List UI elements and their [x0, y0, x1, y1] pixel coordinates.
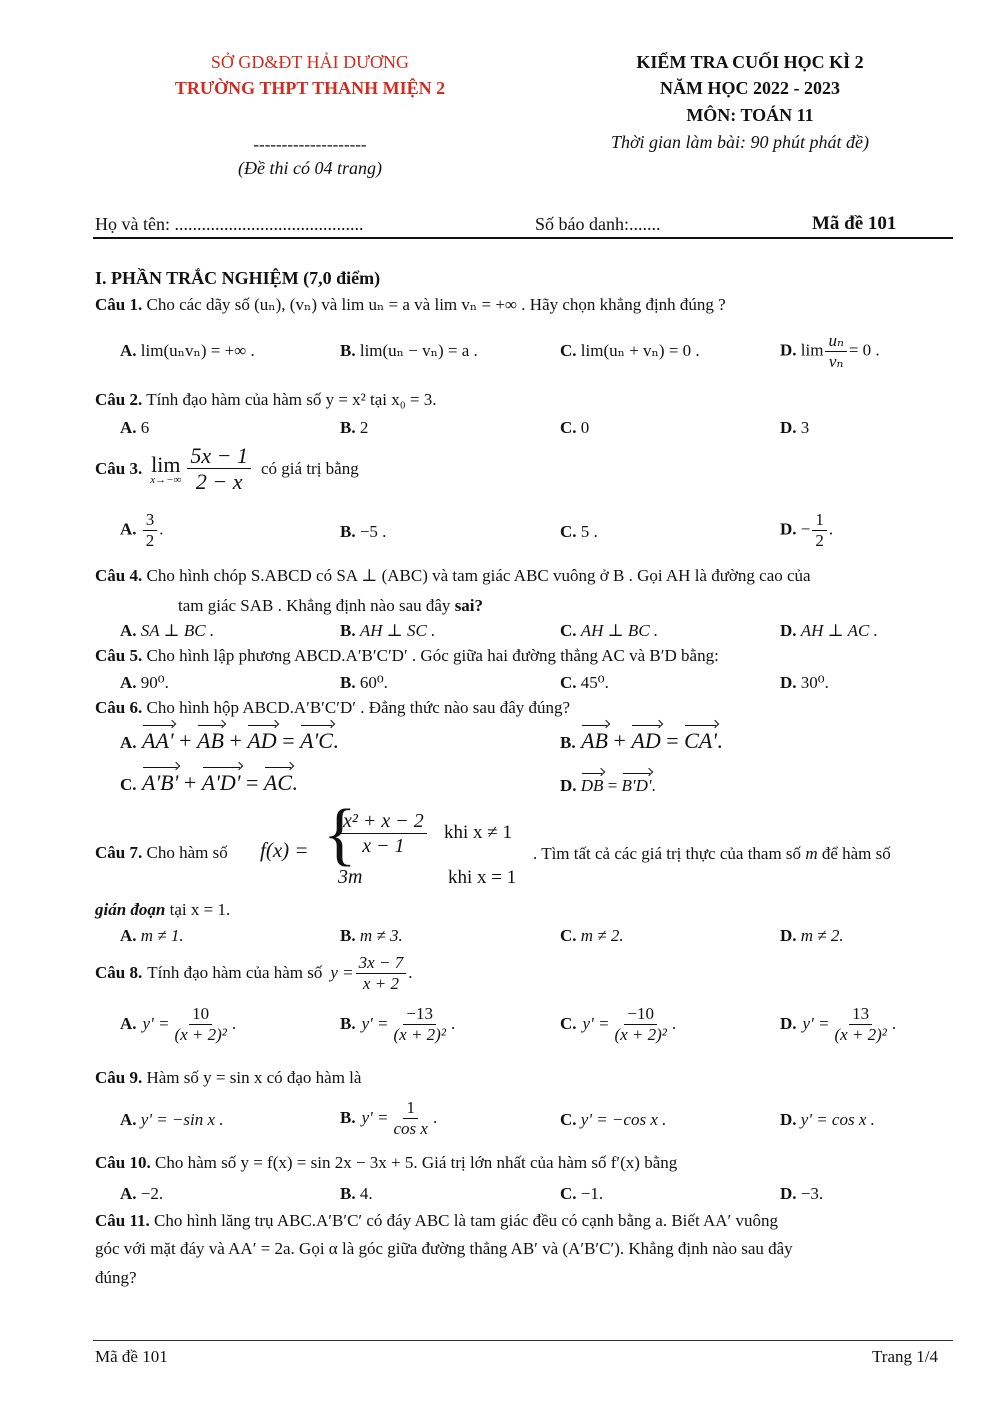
q9-option-a[interactable]: A. y' = −sin x . — [120, 1110, 224, 1129]
question-11-line-3: đúng? — [95, 1268, 137, 1287]
question-9: Câu 9. Hàm số y = sin x có đạo hàm là — [95, 1068, 362, 1087]
q6-option-a[interactable]: A. AA' + AB + AD = A'C. — [120, 728, 339, 753]
q8-option-d[interactable]: D. y' = $\frac{13}{\text{(x + 2)²}}$ . — [780, 1004, 897, 1044]
q5-option-a[interactable]: A. 90⁰. — [120, 673, 169, 692]
q7-condition-2: khi x = 1 — [448, 867, 517, 888]
q1-option-a[interactable]: A. lim(uₙvₙ) = +∞ . — [120, 341, 255, 360]
q1-option-b[interactable]: B. lim(uₙ − vₙ) = a . — [340, 341, 478, 360]
q7-case-2: 3m — [338, 866, 363, 888]
q2-option-a[interactable]: A. 6 — [120, 418, 150, 437]
question-11: Câu 11. Cho hình lăng trụ ABC.A′B′C′ có đáy ABC là tam giác đều có cạnh bằng a. Biết AA′ vuông — [95, 1211, 779, 1230]
q7-function-name: f(x) = — [260, 838, 309, 862]
section-title: I. PHẦN TRẮC NGHIỆM (7,0 điểm) — [95, 268, 381, 288]
question-2: Câu 2. Tính đạo hàm của hàm số y = x² tại x₀ = 3. — [95, 390, 437, 409]
footer-page-number: Trang 1/4 — [872, 1347, 938, 1366]
q3-option-d[interactable]: D. − $\frac{1}{2}$ . — [780, 510, 834, 550]
q7-brace: { — [323, 796, 357, 873]
q6-option-c[interactable]: C. A'B' + A'D' = AC. — [120, 770, 298, 795]
q3-option-c[interactable]: C. 5 . — [560, 522, 598, 541]
q3-option-a[interactable]: A. $\frac{3}{2}$ . — [120, 510, 164, 550]
header-dashes: -------------------- — [253, 135, 367, 154]
q5-option-b[interactable]: B. 60⁰. — [340, 673, 388, 692]
question-4-line-2: tam giác SAB . Khẳng định nào sau đây sai? — [178, 596, 484, 615]
header-divider — [93, 237, 953, 239]
question-text: Cho các dãy số (uₙ), (vₙ) và lim uₙ = a và lim vₙ = +∞ . Hãy chọn khẳng định đúng ? — [146, 295, 726, 314]
q7-option-d[interactable]: D. m ≠ 2. — [780, 926, 844, 945]
q9-option-c[interactable]: C. y' = −cos x . — [560, 1110, 667, 1129]
q1-option-d[interactable]: D. lim $\frac{\text{uₙ}}{\text{vₙ}}$ = 0 . — [780, 331, 880, 371]
question-7: Câu 7. Cho hàm số — [95, 843, 228, 862]
q9-option-d[interactable]: D. y' = cos x . — [780, 1110, 875, 1129]
question-11-line-2: góc với mặt đáy và AA′ = 2a. Gọi α là góc giữa đường thẳng AB′ và (A′B′C′). Khẳng định nào sau đây — [95, 1239, 793, 1258]
student-id-field: Số báo danh:....... — [535, 214, 661, 234]
question-label: Câu 1. — [95, 295, 143, 314]
footer-divider — [93, 1340, 953, 1341]
q8-option-a[interactable]: A. y' = $\frac{10}{\text{(x + 2)²}}$ . — [120, 1004, 237, 1044]
school-year: NĂM HỌC 2022 - 2023 — [660, 78, 840, 98]
q4-option-c[interactable]: C. AH ⊥ BC . — [560, 621, 659, 640]
q7-option-a[interactable]: A. m ≠ 1. — [120, 926, 184, 945]
question-6: Câu 6. Cho hình hộp ABCD.A′B′C′D′ . Đẳng thức nào sau đây đúng? — [95, 698, 571, 717]
q6-option-b[interactable]: B. AB + AD = CA'. — [560, 728, 723, 753]
question-10: Câu 10. Cho hàm số y = f(x) = sin 2x − 3x + 5. Giá trị lớn nhất của hàm số f′(x) bằng — [95, 1153, 678, 1172]
question-8: Câu 8. Tính đạo hàm của hàm số y = $\frac{3x - 7}{x + 2}$ . — [95, 953, 413, 993]
q6-option-d[interactable]: D. DB = B'D'. — [560, 776, 656, 795]
question-3: Câu 3. lim x→−∞ $\frac{5x - 1}{2 - x}$ có giá trị bằng — [95, 443, 359, 495]
q9-option-b[interactable]: B. y' = $\frac{1}{\text{cos x}}$ . — [340, 1098, 438, 1138]
q5-option-c[interactable]: C. 45⁰. — [560, 673, 609, 692]
question-7-line-2: gián đoạn tại x = 1. — [95, 900, 231, 919]
question-4: Câu 4. Cho hình chóp S.ABCD có SA ⊥ (ABC) và tam giác ABC vuông ở B . Gọi AH là đường cao của — [95, 566, 811, 585]
exam-time: Thời gian làm bài: 90 phút phát đề) — [610, 132, 870, 152]
question-5: Câu 5. Cho hình lập phương ABCD.A′B′C′D′ . Góc giữa hai đường thẳng AC và B′D bằng: — [95, 646, 719, 665]
q7-condition-1: khi x ≠ 1 — [444, 822, 512, 843]
q4-option-a[interactable]: A. SA ⊥ BC . — [120, 621, 215, 640]
q10-option-c[interactable]: C. −1. — [560, 1184, 604, 1203]
q10-option-a[interactable]: A. −2. — [120, 1184, 164, 1203]
q4-option-d[interactable]: D. AH ⊥ AC . — [780, 621, 878, 640]
student-name-field: Họ và tên: .......................................... — [95, 214, 364, 234]
q4-option-b[interactable]: B. AH ⊥ SC . — [340, 621, 436, 640]
exam-title: KIỂM TRA CUỐI HỌC KÌ 2 — [636, 52, 864, 72]
q5-option-d[interactable]: D. 30⁰. — [780, 673, 829, 692]
q2-option-b[interactable]: B. 2 — [340, 418, 369, 437]
question-1 — [95, 295, 726, 315]
q2-option-d[interactable]: D. 3 — [780, 418, 810, 437]
pages-note: (Đề thi có 04 trang) — [238, 158, 382, 178]
q7-option-c[interactable]: C. m ≠ 2. — [560, 926, 624, 945]
q10-option-b[interactable]: B. 4. — [340, 1184, 373, 1203]
footer-exam-code: Mã đề 101 — [95, 1347, 168, 1366]
q3-option-b[interactable]: B. −5 . — [340, 522, 387, 541]
school-name: TRƯỜNG THPT THANH MIỆN 2 — [174, 78, 446, 98]
exam-code: Mã đề 101 — [812, 213, 897, 234]
q2-option-c[interactable]: C. 0 — [560, 418, 590, 437]
q1-option-c[interactable]: C. lim(uₙ + vₙ) = 0 . — [560, 341, 700, 360]
q8-option-b[interactable]: B. y' = $\frac{-13}{\text{(x + 2)²}}$ . — [340, 1004, 456, 1044]
q8-option-c[interactable]: C. y' = $\frac{-10}{\text{(x + 2)²}}$ . — [560, 1004, 677, 1044]
q7-case-1: $\frac{\text{x² + x − 2}}{x - 1}$ — [338, 810, 429, 858]
subject: MÔN: TOÁN 11 — [686, 105, 814, 125]
q10-option-d[interactable]: D. −3. — [780, 1184, 824, 1203]
q7-option-b[interactable]: B. m ≠ 3. — [340, 926, 403, 945]
department-name: SỞ GD&ĐT HẢI DƯƠNG — [210, 52, 410, 72]
q7-tail-text: . Tìm tất cả các giá trị thực của tham số m để hàm số — [533, 844, 891, 863]
